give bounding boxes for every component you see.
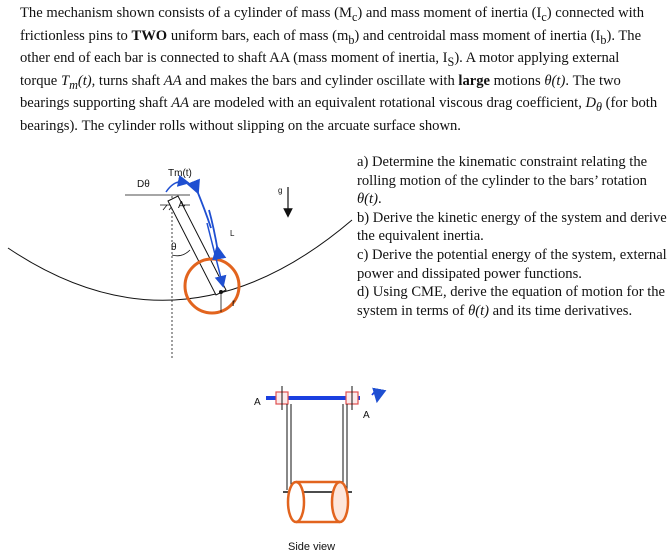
side-cylinder-right (332, 482, 348, 522)
bar-length-label: L (230, 229, 235, 238)
angle-label: θ (171, 242, 177, 253)
motion-arrow-upper (196, 188, 211, 228)
torque-arrow (166, 182, 184, 192)
side-torque-arrow (372, 390, 378, 396)
gravity-label: g (278, 186, 283, 195)
radius-label: r (232, 298, 236, 309)
torque-label: Tm(t) (168, 168, 192, 179)
side-view-caption: Side view (288, 541, 336, 553)
arcuate-surface (8, 220, 352, 300)
question-c: c) Derive the potential energy of the system, external power and dissipated power functions. (357, 246, 667, 282)
question-b: b) Derive the kinetic energy of the system and derive the equivalent inertia. (357, 209, 667, 245)
side-label-a-left: A (254, 397, 261, 408)
problem-text: The mechanism shown consists of a cylinder of mass $(M_c)$ and mass moment of inertia $(I_c)$ connected with frictionless pins to TWO uniform bars, each of mass $(m_b)$ and centroidal mass moment of inertia $(I_b)$. The other end of each bar is connected to shaft AA (mass moment of inertia, $I_S$). A motor applying external torque $T_m(t)$, turns shaft AA and makes the bars and cylinder oscillate with large motions θ(t). The two bearings supporting shaft AA are modeled with an equivalent rotational viscous drag coefficient, $D_\theta$ (for both bearings). The cylinder rolls without slipping on the arcuate surface shown. (20, 5, 658, 134)
drag-label: Dθ (137, 179, 150, 190)
question-a: a) Determine the kinematic constraint relating the rolling motion of the cylinder to the bars’ rotation θ(t). (357, 154, 648, 208)
pin-label-a: A (178, 200, 185, 211)
question-d: d) Using CME, derive the equation of motion for the system in terms of θ(t) and its time derivatives. (357, 284, 666, 319)
side-cylinder-left (288, 482, 304, 522)
side-label-a-right: A (363, 410, 370, 421)
